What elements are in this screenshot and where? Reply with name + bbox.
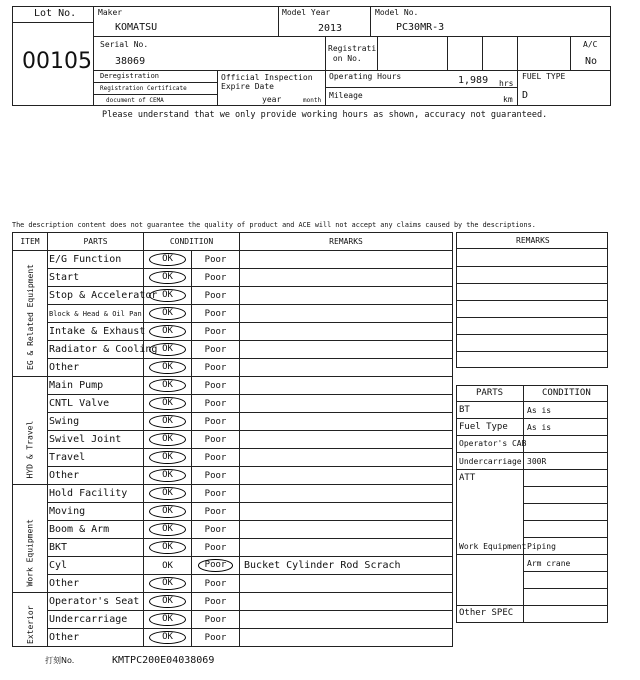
fuel-type-label: FUEL TYPE [522, 72, 566, 81]
poor-mark: Poor [204, 578, 227, 589]
right-condition-header: CONDITION [542, 388, 591, 398]
condition-ok[interactable] [144, 341, 192, 359]
ok-mark: OK [162, 560, 173, 571]
table-row [13, 467, 453, 485]
hline [456, 266, 608, 267]
month-label: month [303, 97, 322, 104]
group-label: EG & Related Equipment [25, 263, 35, 370]
table-row [13, 251, 453, 269]
hours-value: 1,989 [458, 75, 489, 86]
table-row [13, 611, 453, 629]
header-condition: CONDITION [144, 233, 240, 251]
remark-cell [240, 575, 453, 593]
lot-label: Lot No. [34, 8, 77, 19]
remark-cell [240, 449, 453, 467]
condition-ok[interactable] [144, 323, 192, 341]
hline [456, 435, 608, 436]
vline [447, 36, 448, 70]
poor-mark: Poor [204, 398, 227, 409]
part-name: Cyl [48, 557, 144, 575]
poor-mark: Poor [204, 506, 227, 517]
model-year-value: 2013 [318, 23, 343, 34]
hline [456, 605, 608, 606]
serial-label: Serial No. [100, 40, 149, 49]
condition-poor[interactable] [192, 341, 240, 359]
poor-mark: Poor [204, 272, 227, 283]
part-name: E/G Function [48, 251, 144, 269]
under-label: Undercarriage [459, 457, 522, 466]
condition-poor[interactable] [192, 557, 240, 575]
vline [482, 36, 483, 70]
remark-cell [240, 539, 453, 557]
remark-cell [240, 503, 453, 521]
inspection-label: Official Inspection Expire Date [221, 73, 313, 91]
serial-value: 38069 [115, 56, 146, 67]
hline [456, 283, 608, 284]
vline [377, 36, 378, 70]
hline [523, 571, 608, 572]
mileage-unit: km [503, 95, 513, 104]
poor-mark: Poor [204, 434, 227, 445]
hline [523, 588, 608, 589]
remark-cell [240, 359, 453, 377]
under-value: 300R [527, 457, 547, 466]
table-row [13, 449, 453, 467]
remark-cell [240, 395, 453, 413]
condition-poor[interactable] [192, 251, 240, 269]
condition-poor[interactable] [192, 449, 240, 467]
remark-cell [240, 467, 453, 485]
poor-mark: Poor [204, 380, 227, 391]
header-parts: PARTS [48, 233, 144, 251]
condition-ok[interactable] [144, 611, 192, 629]
part-name: Boom & Arm [48, 521, 144, 539]
condition-poor[interactable] [192, 629, 240, 647]
cab-label: Operator's CAB [459, 439, 527, 448]
part-name: Travel [48, 449, 144, 467]
part-name: Main Pump [48, 377, 144, 395]
poor-mark: Poor [204, 470, 227, 481]
ok-mark: OK [149, 271, 186, 284]
ok-mark: OK [149, 343, 186, 356]
table-row [13, 395, 453, 413]
table-row [13, 485, 453, 503]
ok-mark: OK [149, 397, 186, 410]
table-row [13, 269, 453, 287]
poor-mark: Poor [204, 416, 227, 427]
ok-mark: OK [149, 307, 186, 320]
ok-mark: OK [149, 361, 186, 374]
remark-cell [240, 611, 453, 629]
right-parts-header: PARTS [476, 388, 504, 398]
part-name: Other [48, 359, 144, 377]
condition-poor[interactable] [192, 575, 240, 593]
remark-cell [240, 341, 453, 359]
remark-cell [240, 413, 453, 431]
poor-mark: Poor [198, 559, 234, 572]
stamp-label: 打刻No. [45, 656, 75, 665]
header-item: ITEM [13, 233, 48, 251]
header-remarks: REMARKS [240, 233, 453, 251]
poor-mark: Poor [204, 254, 227, 265]
condition-poor[interactable] [192, 593, 240, 611]
table-row [13, 413, 453, 431]
poor-mark: Poor [204, 632, 227, 643]
table-row [13, 539, 453, 557]
part-name: Start [48, 269, 144, 287]
group-label-cell [13, 593, 48, 647]
lot-divider [12, 22, 94, 23]
part-name: CNTL Valve [48, 395, 144, 413]
hline [523, 486, 608, 487]
remark-cell [240, 287, 453, 305]
vline [217, 70, 218, 106]
ok-mark: OK [149, 379, 186, 392]
condition-ok[interactable] [144, 485, 192, 503]
poor-mark: Poor [204, 344, 227, 355]
part-name: Block & Head & Oil Pan [48, 305, 144, 323]
part-name: Stop & Accelerator [48, 287, 144, 305]
table-row [13, 359, 453, 377]
model-no-value: PC30MR-3 [396, 22, 445, 33]
condition-ok[interactable] [144, 413, 192, 431]
ok-mark: OK [149, 325, 186, 338]
ac-label: A/C [583, 40, 598, 49]
ok-mark: OK [149, 487, 186, 500]
condition-ok[interactable] [144, 503, 192, 521]
condition-poor[interactable] [192, 413, 240, 431]
table-row [13, 503, 453, 521]
group-label-cell [13, 251, 48, 377]
poor-mark: Poor [204, 362, 227, 373]
vline [517, 36, 518, 106]
table-row [13, 629, 453, 647]
bt-label: BT [459, 405, 470, 415]
table-row [13, 557, 453, 575]
att-label: ATT [459, 473, 476, 483]
ok-mark: OK [149, 595, 186, 608]
condition-poor[interactable] [192, 305, 240, 323]
poor-mark: Poor [204, 452, 227, 463]
hline [456, 401, 608, 402]
hline [94, 94, 217, 95]
condition-poor[interactable] [192, 359, 240, 377]
poor-mark: Poor [204, 290, 227, 301]
condition-poor[interactable] [192, 269, 240, 287]
part-name: Other [48, 629, 144, 647]
vline [278, 6, 279, 36]
table-row [13, 431, 453, 449]
table-row [13, 287, 453, 305]
disclaimer: The description content does not guarantee the quality of product and ACE will not accept any claims caused by the descriptions. [12, 221, 536, 229]
hline [94, 82, 217, 83]
ok-mark: OK [149, 541, 186, 554]
hline [94, 70, 611, 71]
hours-note: Please understand that we only provide working hours as shown, accuracy not guaranteed. [102, 110, 548, 120]
ok-mark: OK [149, 253, 186, 266]
maker-value: KOMATSU [115, 22, 158, 33]
hline [456, 248, 608, 249]
hline [325, 87, 517, 88]
remark-cell [240, 251, 453, 269]
condition-poor[interactable] [192, 467, 240, 485]
ok-mark: OK [149, 415, 186, 428]
part-name: Hold Facility [48, 485, 144, 503]
fuel-type-value: D [522, 90, 529, 101]
remark-cell [240, 593, 453, 611]
ok-mark: OK [149, 469, 186, 482]
part-name: Radiator & Cooling [48, 341, 144, 359]
condition-poor[interactable] [192, 485, 240, 503]
vline [570, 36, 571, 70]
condition-ok[interactable] [144, 359, 192, 377]
table-row [13, 323, 453, 341]
part-name: BKT [48, 539, 144, 557]
remark-cell: Bucket Cylinder Rod Scrach [240, 557, 453, 575]
part-name: Intake & Exhaust [48, 323, 144, 341]
condition-ok[interactable] [144, 269, 192, 287]
remark-cell [240, 377, 453, 395]
group-label: HYD & Travel [25, 420, 35, 479]
stamp-value: KMTPC200E04038069 [112, 655, 215, 666]
group-label: Work Equipment [25, 519, 35, 587]
condition-poor[interactable] [192, 323, 240, 341]
condition-ok[interactable] [144, 449, 192, 467]
condition-ok[interactable] [144, 467, 192, 485]
ok-mark: OK [149, 631, 186, 644]
condition-ok[interactable] [144, 305, 192, 323]
condition-poor[interactable] [192, 431, 240, 449]
registration-label: Registrati on No. [328, 44, 377, 63]
hline [456, 418, 608, 419]
remark-cell [240, 323, 453, 341]
remark-cell [240, 629, 453, 647]
part-name: Moving [48, 503, 144, 521]
condition-poor[interactable] [192, 503, 240, 521]
poor-mark: Poor [204, 326, 227, 337]
table-row [13, 593, 453, 611]
group-label: Exterior [25, 604, 35, 644]
vline [325, 36, 326, 106]
condition-ok[interactable] [144, 431, 192, 449]
work-equip-value1: Piping [527, 542, 556, 551]
ok-mark: OK [149, 451, 186, 464]
condition-poor[interactable] [192, 539, 240, 557]
part-name: Swing [48, 413, 144, 431]
hline [456, 351, 608, 352]
vline [370, 6, 371, 36]
poor-mark: Poor [204, 542, 227, 553]
condition-ok[interactable] [144, 539, 192, 557]
ok-mark: OK [149, 577, 186, 590]
ok-mark: OK [149, 523, 186, 536]
condition-ok[interactable] [144, 395, 192, 413]
condition-poor[interactable] [192, 521, 240, 539]
hline [456, 317, 608, 318]
hline [456, 334, 608, 335]
ok-mark: OK [149, 505, 186, 518]
model-no-label: Model No. [375, 8, 419, 17]
condition-ok[interactable] [144, 521, 192, 539]
table-row [13, 305, 453, 323]
other-spec-label: Other SPEC [459, 608, 514, 618]
condition-poor[interactable] [192, 377, 240, 395]
work-equip-label: Work Equipment [459, 542, 527, 551]
remark-cell [240, 305, 453, 323]
part-name: Other [48, 575, 144, 593]
model-year-label: Model Year [282, 8, 331, 17]
condition-ok[interactable] [144, 593, 192, 611]
remark-cell [240, 269, 453, 287]
hline [523, 503, 608, 504]
hline [456, 469, 608, 470]
hline [456, 452, 608, 453]
condition-poor[interactable] [192, 611, 240, 629]
dereg-label: Deregistration [100, 72, 160, 80]
part-name: Undercarriage [48, 611, 144, 629]
remark-cell [240, 431, 453, 449]
condition-poor[interactable] [192, 395, 240, 413]
poor-mark: Poor [204, 614, 227, 625]
part-name: Operator's Seat [48, 593, 144, 611]
condition-ok[interactable] [144, 557, 192, 575]
group-label-cell [13, 377, 48, 485]
work-equip-value2: Arm crane [527, 559, 571, 568]
condition-ok[interactable] [144, 629, 192, 647]
table-row [13, 377, 453, 395]
ok-mark: OK [149, 433, 186, 446]
condition-poor[interactable] [192, 287, 240, 305]
part-name: Swivel Joint [48, 431, 144, 449]
group-label-cell [13, 485, 48, 593]
year-label: year [262, 95, 282, 104]
poor-mark: Poor [204, 308, 227, 319]
hours-unit: hrs [499, 79, 514, 88]
fuel-right-value: As is [527, 423, 552, 432]
table-row [13, 521, 453, 539]
right-remarks-header: REMARKS [516, 236, 550, 245]
table-row [13, 575, 453, 593]
hline [523, 520, 608, 521]
bt-value: As is [527, 406, 552, 415]
lot-number: 00105 [22, 49, 92, 74]
maker-label: Maker [98, 8, 123, 17]
hline [456, 300, 608, 301]
poor-mark: Poor [204, 488, 227, 499]
table-row [13, 341, 453, 359]
reg-cert-label: Registration Certificate [100, 85, 187, 92]
condition-ok[interactable] [144, 251, 192, 269]
remark-cell [240, 521, 453, 539]
hline [456, 554, 608, 555]
poor-mark: Poor [204, 596, 227, 607]
part-name: Other [48, 467, 144, 485]
cema-label: document of CEMA [106, 97, 164, 104]
ok-mark: OK [149, 613, 186, 626]
condition-ok[interactable] [144, 287, 192, 305]
remark-cell [240, 485, 453, 503]
ok-mark: OK [149, 289, 186, 302]
ac-value: No [585, 56, 598, 67]
hline [94, 36, 611, 37]
mileage-label: Mileage [329, 91, 363, 100]
fuel-right-label: Fuel Type [459, 422, 508, 432]
poor-mark: Poor [204, 524, 227, 535]
condition-ok[interactable] [144, 575, 192, 593]
condition-ok[interactable] [144, 377, 192, 395]
hours-label: Operating Hours [329, 72, 402, 81]
inspection-table [12, 232, 453, 647]
hline [523, 537, 608, 538]
